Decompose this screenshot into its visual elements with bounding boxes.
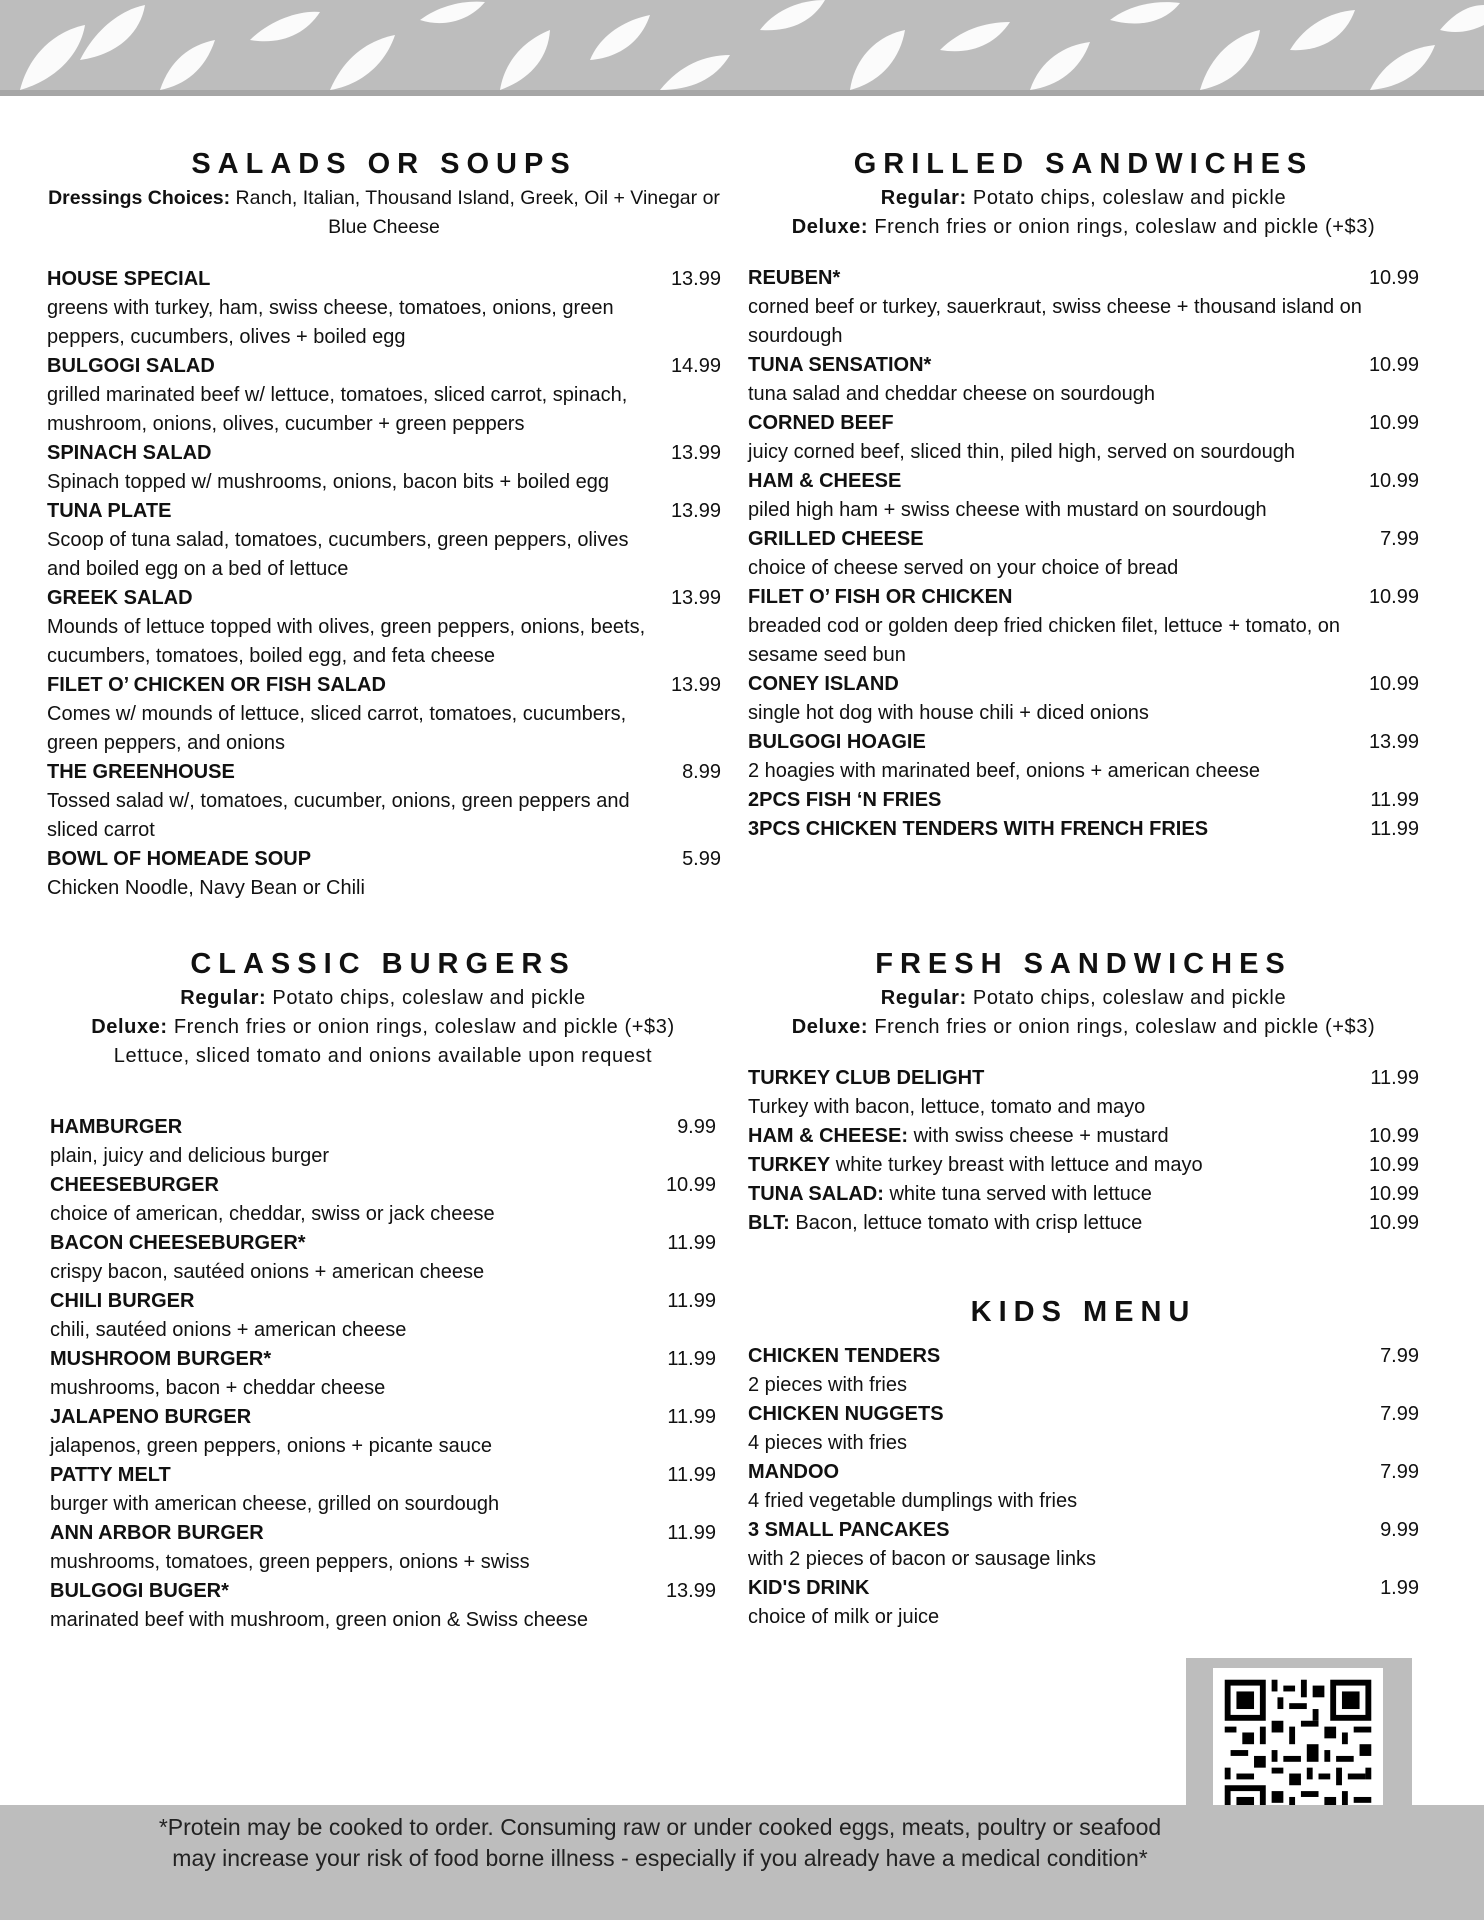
item-description: mushrooms, bacon + cheddar cheese <box>50 1377 386 1399</box>
menu-item <box>748 1209 1419 1238</box>
item-description: with 2 pieces of bacon or sausage links <box>748 1548 1096 1570</box>
item-name: FILET O’ FISH OR CHICKEN <box>748 586 1013 608</box>
item-name: 3PCS CHICKEN TENDERS WITH FRENCH FRIES <box>748 818 1209 840</box>
item-price: 10.99 <box>1368 354 1419 376</box>
burgers-list <box>50 1113 716 1635</box>
menu-item <box>748 351 1419 409</box>
menu-item <box>50 1345 716 1403</box>
item-name: CHILI BURGER <box>50 1290 195 1312</box>
menu-item <box>748 409 1419 467</box>
item-description: Comes w/ mounds of lettuce, sliced carrot, tomatoes, cucumbers, green peppers, and onions <box>47 703 627 754</box>
section-title: GRILLED SANDWICHES <box>853 148 1314 180</box>
item-price: 10.99 <box>1368 1154 1419 1176</box>
deluxe-note: Deluxe: French fries or onion rings, coleslaw and pickle (+$3) <box>91 1016 675 1038</box>
menu-item <box>50 1171 716 1229</box>
item-price: 9.99 <box>677 1116 716 1138</box>
menu-item <box>748 264 1419 351</box>
item-name: CHICKEN NUGGETS <box>748 1403 944 1425</box>
item-price: 11.99 <box>1370 818 1419 840</box>
item-price: 7.99 <box>1380 528 1419 550</box>
item-name: BOWL OF HOMEADE SOUP <box>47 848 312 870</box>
menu-item <box>50 1229 716 1287</box>
item-name: TUNA SENSATION* <box>748 354 932 376</box>
menu-item <box>748 1516 1419 1574</box>
dressings-note: Dressings Choices: Ranch, Italian, Thousand Island, Greek, Oil + Vinegar or Blue Cheese <box>48 187 720 238</box>
item-price: 5.99 <box>682 848 721 870</box>
item-price: 7.99 <box>1380 1403 1419 1425</box>
item-price: 11.99 <box>667 1348 716 1370</box>
grilled-list <box>748 264 1419 844</box>
menu-item <box>748 583 1419 670</box>
menu-item <box>50 1287 716 1345</box>
item-name: FILET O’ CHICKEN OR FISH SALAD <box>47 674 386 696</box>
item-description: jalapenos, green peppers, onions + picante sauce <box>50 1435 492 1457</box>
salads-section <box>47 144 721 903</box>
menu-item: TURKEY CLUB DELIGHT 11.99 Turkey with bacon, lettuce, tomato and mayo <box>748 1067 1419 1118</box>
item-name: THE GREENHOUSE <box>47 761 235 783</box>
item-description: mushrooms, tomatoes, green peppers, onions + swiss <box>50 1551 530 1573</box>
menu-item <box>748 1574 1419 1632</box>
deluxe-note: Deluxe: French fries or onion rings, coleslaw and pickle (+$3) <box>791 1016 1376 1038</box>
item-price: 9.99 <box>1380 1519 1419 1541</box>
item-price: 11.99 <box>667 1406 716 1428</box>
item-description: 4 fried vegetable dumplings with fries <box>748 1490 1078 1512</box>
item-price: 7.99 <box>1380 1345 1419 1367</box>
menu-item <box>50 1113 716 1171</box>
section-title: KIDS MENU <box>970 1296 1197 1328</box>
menu-item <box>748 1180 1419 1209</box>
menu-item <box>47 758 721 845</box>
menu-item <box>47 845 721 903</box>
menu-item <box>748 1342 1419 1400</box>
item-price: 10.99 <box>1368 412 1419 434</box>
item-name: HAM & CHEESE <box>748 470 902 492</box>
item-description: choice of milk or juice <box>748 1606 940 1628</box>
item-price: 11.99 <box>667 1464 716 1486</box>
food-safety-disclaimer: *Protein may be cooked to order. Consuming raw or under cooked eggs, meats, poultry or seafood may increase your risk of food borne illness - especially if you already have a medical condition* <box>158 1814 1162 1871</box>
item-name: REUBEN* <box>748 267 841 289</box>
menu-item <box>50 1519 716 1577</box>
menu-item <box>47 671 721 758</box>
item-price: 11.99 <box>667 1290 716 1312</box>
item-description: white tuna served with lettuce <box>883 1183 1152 1205</box>
item-name: 2PCS FISH ‘N FRIES <box>748 789 942 811</box>
item-name: TURKEY <box>748 1154 831 1176</box>
kids-list <box>748 1342 1419 1632</box>
item-name: GRILLED CHEESE <box>748 528 924 550</box>
section-title: SALADS OR SOUPS <box>191 148 577 180</box>
item-description: piled high ham + swiss cheese with mustard on sourdough <box>748 499 1267 521</box>
item-name: CORNED BEEF <box>748 412 894 434</box>
item-price: 11.99 <box>667 1522 716 1544</box>
menu-item <box>47 265 721 352</box>
menu-item <box>50 1403 716 1461</box>
item-name: CHICKEN TENDERS <box>748 1345 941 1367</box>
item-price: 10.99 <box>1368 673 1419 695</box>
menu-item <box>748 815 1419 844</box>
fresh-section <box>748 944 1419 1238</box>
item-price: 10.99 <box>1368 267 1419 289</box>
item-name: MANDOO <box>748 1461 840 1483</box>
item-price: 10.99 <box>665 1174 716 1196</box>
item-price: 10.99 <box>1368 1183 1419 1205</box>
item-description: plain, juicy and delicious burger <box>50 1145 330 1167</box>
item-price: 7.99 <box>1380 1461 1419 1483</box>
item-name: CHEESEBURGER <box>50 1174 219 1196</box>
item-name: BLT: <box>748 1212 790 1234</box>
menu-item <box>748 670 1419 728</box>
item-price: 10.99 <box>1368 1212 1419 1234</box>
menu-item <box>748 1400 1419 1458</box>
item-description: Bacon, lettuce tomato with crisp lettuce <box>789 1212 1143 1234</box>
item-name: HAM & CHEESE: <box>748 1125 909 1147</box>
item-description: choice of cheese served on your choice of bread <box>748 557 1179 579</box>
item-name: BACON CHEESEBURGER* <box>50 1232 306 1254</box>
item-name: HOUSE SPECIAL <box>47 268 211 290</box>
item-price: 10.99 <box>1368 586 1419 608</box>
item-description: greens with turkey, ham, swiss cheese, tomatoes, onions, green peppers, cucumbers, olives + boiled egg <box>47 297 614 348</box>
item-price: 13.99 <box>670 500 721 522</box>
item-name: PATTY MELT <box>50 1464 171 1486</box>
item-description: marinated beef with mushroom, green onion & Swiss cheese <box>50 1609 589 1631</box>
item-name: 3 SMALL PANCAKES <box>748 1519 950 1541</box>
item-price: 13.99 <box>670 587 721 609</box>
item-description: 4 pieces with fries <box>748 1432 907 1454</box>
item-name: BULGOGI BUGER* <box>50 1580 229 1602</box>
item-description: Chicken Noodle, Navy Bean or Chili <box>47 877 365 899</box>
item-price: 13.99 <box>670 674 721 696</box>
item-name: CONEY ISLAND <box>748 673 899 695</box>
menu-item <box>748 1458 1419 1516</box>
item-description: chili, sautéed onions + american cheese <box>50 1319 407 1341</box>
leaf-pattern-icon <box>0 0 1484 90</box>
banner-divider <box>0 90 1484 96</box>
menu-item <box>748 525 1419 583</box>
item-description: choice of american, cheddar, swiss or jack cheese <box>50 1203 495 1225</box>
item-name: JALAPENO BURGER <box>50 1406 252 1428</box>
item-price: 11.99 <box>667 1232 716 1254</box>
item-description: Mounds of lettuce topped with olives, green peppers, onions, beets, cucumbers, tomatoes, boiled egg, and feta cheese <box>47 616 646 667</box>
item-price: 11.99 <box>1370 789 1419 811</box>
fresh-list <box>748 1064 1419 1238</box>
item-name: SPINACH SALAD <box>47 442 212 464</box>
item-name: MUSHROOM BURGER* <box>50 1348 272 1370</box>
item-description: grilled marinated beef w/ lettuce, tomatoes, sliced carrot, spinach, mushroom, onions, olives, cucumber + green peppers <box>47 384 628 435</box>
salads-list <box>47 265 721 903</box>
item-description: 2 pieces with fries <box>748 1374 907 1396</box>
item-description: Scoop of tuna salad, tomatoes, cucumbers, green peppers, olives and boiled egg on a bed of lettuce <box>47 529 629 580</box>
item-description: burger with american cheese, grilled on sourdough <box>50 1493 500 1515</box>
item-name: KID'S DRINK <box>748 1577 870 1599</box>
menu-item <box>47 497 721 584</box>
item-name: TUNA PLATE <box>47 500 172 522</box>
item-name: BULGOGI SALAD <box>47 355 215 377</box>
grilled-section <box>748 144 1419 844</box>
item-description: tuna salad and cheddar cheese on sourdough <box>748 383 1155 405</box>
item-description: single hot dog with house chili + diced onions <box>748 702 1149 724</box>
item-price: 8.99 <box>682 761 721 783</box>
menu-item <box>748 786 1419 815</box>
item-price: 1.99 <box>1380 1577 1419 1599</box>
request-note: Lettuce, sliced tomato and onions available upon request <box>113 1045 653 1067</box>
item-name: BULGOGI HOAGIE <box>748 731 926 753</box>
menu-item <box>47 439 721 497</box>
item-description: Spinach topped w/ mushrooms, onions, bacon bits + boiled egg <box>47 471 610 493</box>
item-name: ANN ARBOR BURGER <box>50 1522 264 1544</box>
item-description: with swiss cheese + mustard <box>908 1125 1169 1147</box>
item-price: 14.99 <box>670 355 721 377</box>
item-description: white turkey breast with lettuce and mayo <box>830 1154 1203 1176</box>
regular-note: Regular: Potato chips, coleslaw and pickle <box>180 987 586 1009</box>
item-price: 13.99 <box>670 268 721 290</box>
leaf-banner <box>0 0 1484 90</box>
menu-item <box>47 584 721 671</box>
item-price: 10.99 <box>1368 1125 1419 1147</box>
item-price: 13.99 <box>670 442 721 464</box>
deluxe-note: Deluxe: French fries or onion rings, coleslaw and pickle (+$3) <box>791 216 1376 238</box>
menu-item <box>748 467 1419 525</box>
item-name: HAMBURGER <box>50 1116 183 1138</box>
item-description: corned beef or turkey, sauerkraut, swiss cheese + thousand island on sourdough <box>748 296 1362 347</box>
item-description: crispy bacon, sautéed onions + american cheese <box>50 1261 485 1283</box>
section-title: FRESH SANDWICHES <box>875 948 1292 980</box>
kids-section <box>748 1292 1419 1632</box>
item-description: Tossed salad w/, tomatoes, cucumber, onions, green peppers and sliced carrot <box>47 790 630 841</box>
item-price: 13.99 <box>1368 731 1419 753</box>
menu-item <box>50 1577 716 1635</box>
item-description: breaded cod or golden deep fried chicken filet, lettuce + tomato, on sesame seed bun <box>748 615 1341 666</box>
menu-item <box>748 1122 1419 1151</box>
menu-item <box>748 728 1419 786</box>
item-description: 2 hoagies with marinated beef, onions + american cheese <box>748 760 1260 782</box>
item-name: TUNA SALAD: <box>748 1183 884 1205</box>
burgers-section <box>50 944 716 1635</box>
item-description: juicy corned beef, sliced thin, piled high, served on sourdough <box>748 441 1296 463</box>
item-name: GREEK SALAD <box>47 587 193 609</box>
item-price: 10.99 <box>1368 470 1419 492</box>
regular-note: Regular: Potato chips, coleslaw and pickle <box>880 987 1287 1009</box>
menu-item <box>47 352 721 439</box>
section-title: CLASSIC BURGERS <box>190 948 576 980</box>
menu-item <box>748 1151 1419 1180</box>
menu-item <box>50 1461 716 1519</box>
regular-note: Regular: Potato chips, coleslaw and pickle <box>880 187 1287 209</box>
item-price: 13.99 <box>665 1580 716 1602</box>
